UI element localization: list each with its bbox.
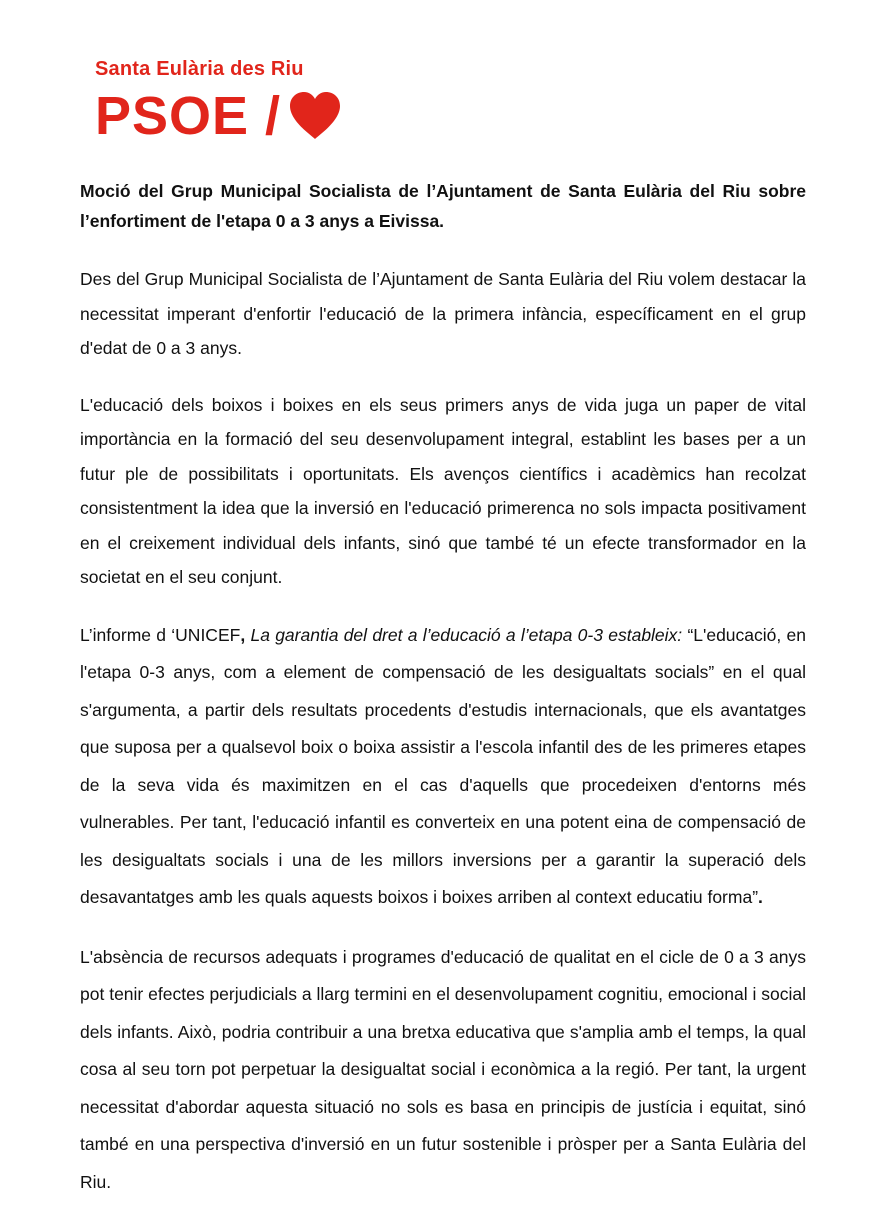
- paragraph-intro: Des del Grup Municipal Socialista de l’Ajuntament de Santa Eulària del Riu volem destacar la necessitat imperant d'enfortir l'educació de la primera infància, específicament en el grup d'edat de 0 a 3 anys.: [80, 269, 806, 358]
- unicef-intro: L’informe d ‘UNICEF: [80, 624, 241, 645]
- document-body: [80, 176, 806, 1223]
- paragraph-early-education: L'educació dels boixos i boixes en els seus primers anys de vida juga un paper de vital importància en la formació del seu desenvolupament integral, establint les bases per a un futur ple de possibilitats i oportunitats. Els avenços científics i acadèmics han recolzat consistentment la idea que la inversió en l'educació primerenca no sols impacta positivament en el creixement individual dels infants, sinó que també té un efecte transformador en la societat en el seu conjunt.: [80, 394, 806, 587]
- logo-municipality-text: Santa Eulària des Riu: [95, 58, 304, 80]
- unicef-comma: ,: [240, 624, 246, 645]
- heart-icon: [287, 91, 343, 141]
- paragraph-unicef-report: [80, 617, 806, 917]
- logo-mark: [95, 85, 343, 147]
- document-title: Moció del Grup Municipal Socialista de l’Ajuntament de Santa Eulària del Riu sobre l’enfortiment de l'etapa 0 a 3 anys a Eivissa.: [80, 181, 806, 231]
- unicef-period: .: [758, 887, 763, 907]
- paragraph-lack-of-resources: L'absència de recursos adequats i programes d'educació de qualitat en el cicle de 0 a 3 anys pot tenir efectes perjudicials a llarg termini en el desenvolupament cognitiu, emocional i social dels infants. Això, podria contribuir a una bretxa educativa que s'amplia amb el temps, la qual cosa al seu torn pot perpetuar la desigualtat social i econòmica a la regió. Per tant, la urgent necessitat d'abordar aquesta situació no sols es basa en principis de justícia i equitat, sinó també en una perspectiva d'inversió en un futur sostenible i pròsper per a Santa Eulària del Riu.: [80, 946, 806, 1192]
- unicef-quote: “L'educació, en l'etapa 0-3 anys, com a element de compensació de les desigualtats socials” en el qual s'argumenta, a partir dels resultats procedents d'estudis internacionals, que els avantatges que suposa per a qualsevol boix o boixa assistir a l'escola infantil des de les primeres etapes de la seva vida és maximitzen en el cas d'aquells que procedeixen d'entorns més vulnerables. Per tant, l'educació infantil es converteix en una potent eina de compensació de les desigualtats socials i una de les millors inversions per a garantir la superació dels desavantatges amb les quals aquests boixos i boixes arriben al context educatiu forma”: [80, 624, 806, 907]
- party-logo: [95, 58, 345, 148]
- logo-psoe-text: PSOE /: [95, 86, 282, 146]
- unicef-report-title: La garantia del dret a l’educació a l’etapa 0-3 estableix:: [245, 624, 683, 645]
